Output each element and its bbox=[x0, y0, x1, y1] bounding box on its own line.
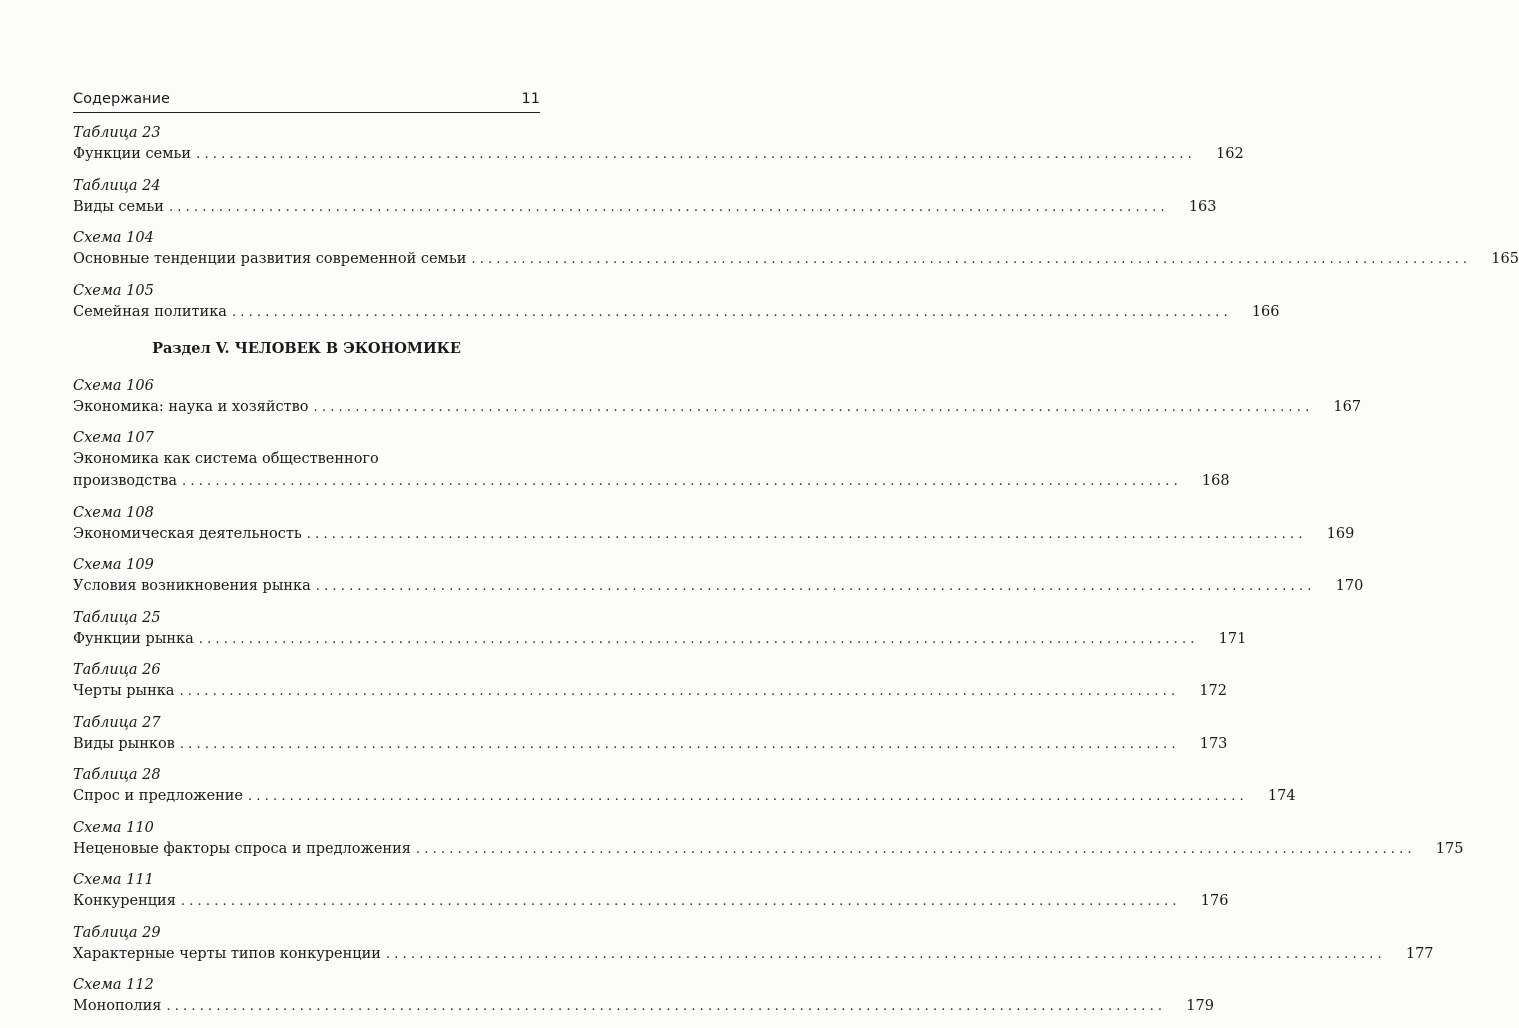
entry-label: Схема 111 bbox=[73, 872, 154, 888]
entry-page: 174 bbox=[1267, 788, 1296, 804]
toc-entry bbox=[73, 765, 1296, 807]
entry-label: Таблица 28 bbox=[73, 767, 161, 783]
entry-label: Таблица 26 bbox=[73, 662, 161, 678]
entry-label: Схема 105 bbox=[73, 282, 154, 299]
section-heading: Раздел V. ЧЕЛОВЕК В ЭКОНОМИКЕ bbox=[152, 339, 461, 357]
entry-title: Черты рынка bbox=[73, 683, 175, 699]
entry-label: Схема 107 bbox=[73, 430, 154, 446]
entry-page: 167 bbox=[1333, 398, 1362, 415]
entry-page: 177 bbox=[1405, 945, 1434, 962]
entry-label: Схема 104 bbox=[73, 230, 154, 246]
entry-title: Характерные черты типов конкуренции bbox=[73, 945, 381, 962]
header-page-number: 11 bbox=[521, 91, 540, 107]
toc-entry bbox=[73, 818, 1464, 860]
leader-dots: ........................................................................................................................ bbox=[179, 684, 1180, 699]
entry-label: Таблица 23 bbox=[73, 125, 161, 141]
entry-title: Экономическая деятельность bbox=[73, 525, 302, 542]
toc-entry bbox=[73, 713, 1228, 755]
entry-title: Экономика: наука и хозяйство bbox=[73, 398, 309, 415]
entry-page: 172 bbox=[1199, 683, 1228, 699]
entry-page: 171 bbox=[1218, 630, 1247, 647]
entry-label: Схема 106 bbox=[73, 377, 154, 394]
entry-label: Таблица 24 bbox=[73, 177, 161, 194]
entry-page: 176 bbox=[1200, 893, 1229, 909]
entry-label: Схема 108 bbox=[73, 504, 154, 521]
entry-title: Неценовые факторы спроса и предложения bbox=[73, 840, 411, 857]
leader-dots: ........................................................................................................................ bbox=[180, 894, 1181, 909]
entry-page: 179 bbox=[1186, 998, 1214, 1014]
entry-page: 165 bbox=[1491, 251, 1519, 267]
entry-title: Монополия bbox=[73, 998, 162, 1014]
toc-entry bbox=[73, 376, 1362, 418]
leader-dots: ........................................................................................................................ bbox=[198, 631, 1199, 647]
entry-page: 166 bbox=[1251, 303, 1280, 320]
leader-dots: ........................................................................................................................ bbox=[248, 789, 1248, 804]
entry-page: 175 bbox=[1435, 840, 1464, 857]
leader-dots: ........................................................................................................................ bbox=[306, 526, 1307, 542]
leader-dots: ........................................................................................................................ bbox=[231, 304, 1232, 320]
leader-dots: ........................................................................................................................ bbox=[166, 999, 1167, 1014]
entry-label: Таблица 29 bbox=[73, 924, 161, 941]
entry-title: Основные тенденции развития современной семьи bbox=[73, 251, 467, 267]
toc-list bbox=[73, 123, 1519, 1028]
leader-dots: ........................................................................................................................ bbox=[313, 399, 1314, 415]
entry-title: Виды рынков bbox=[73, 735, 175, 752]
entry-title: Виды семьи bbox=[73, 198, 164, 215]
toc-entry bbox=[73, 123, 1244, 165]
entry-page: 169 bbox=[1326, 525, 1355, 542]
entry-page: 163 bbox=[1188, 198, 1217, 215]
toc-entry bbox=[73, 176, 1217, 218]
entry-page: 173 bbox=[1199, 735, 1228, 752]
toc-entry bbox=[73, 870, 1229, 912]
entry-title: Семейная политика bbox=[73, 303, 227, 320]
entry-page: 168 bbox=[1201, 473, 1230, 489]
leader-dots: ........................................................................................................................ bbox=[196, 147, 1196, 162]
entry-title-line1: Экономика как система общественного bbox=[73, 451, 379, 467]
entry-page: 162 bbox=[1216, 146, 1244, 162]
entry-label: Схема 112 bbox=[73, 977, 154, 993]
running-header bbox=[73, 86, 540, 113]
leader-dots: ........................................................................................................................ bbox=[182, 474, 1182, 489]
toc-entry bbox=[73, 281, 1280, 323]
entry-title: Спрос и предложение bbox=[73, 788, 243, 804]
entry-page: 170 bbox=[1335, 578, 1364, 594]
entry-title: Функции семьи bbox=[73, 146, 192, 162]
toc-entry bbox=[73, 428, 1230, 492]
entry-label: Схема 110 bbox=[73, 819, 154, 836]
entry-title: Функции рынка bbox=[73, 630, 194, 647]
leader-dots: ........................................................................................................................ bbox=[168, 199, 1169, 215]
leader-dots: ........................................................................................................................ bbox=[415, 841, 1416, 857]
toc-entry bbox=[73, 555, 1364, 597]
entry-label: Схема 109 bbox=[73, 557, 154, 573]
leader-dots: ........................................................................................................................ bbox=[179, 736, 1180, 752]
leader-dots: ........................................................................................................................ bbox=[385, 946, 1386, 962]
entry-title: Условия возникновения рынка bbox=[73, 578, 311, 594]
header-title: Содержание bbox=[73, 91, 170, 107]
entry-label: Таблица 27 bbox=[73, 714, 161, 731]
toc-entry bbox=[73, 503, 1355, 545]
entry-title: производства bbox=[73, 473, 178, 489]
leader-dots: ........................................................................................................................ bbox=[315, 579, 1316, 594]
toc-entry bbox=[73, 660, 1228, 702]
entry-title: Конкуренция bbox=[73, 893, 176, 909]
entry-label: Таблица 25 bbox=[73, 609, 161, 626]
toc-entry bbox=[73, 923, 1434, 965]
leader-dots: ........................................................................................................................ bbox=[471, 252, 1472, 267]
toc-entry bbox=[73, 975, 1214, 1017]
toc-entry bbox=[73, 228, 1519, 270]
toc-entry bbox=[73, 608, 1247, 650]
